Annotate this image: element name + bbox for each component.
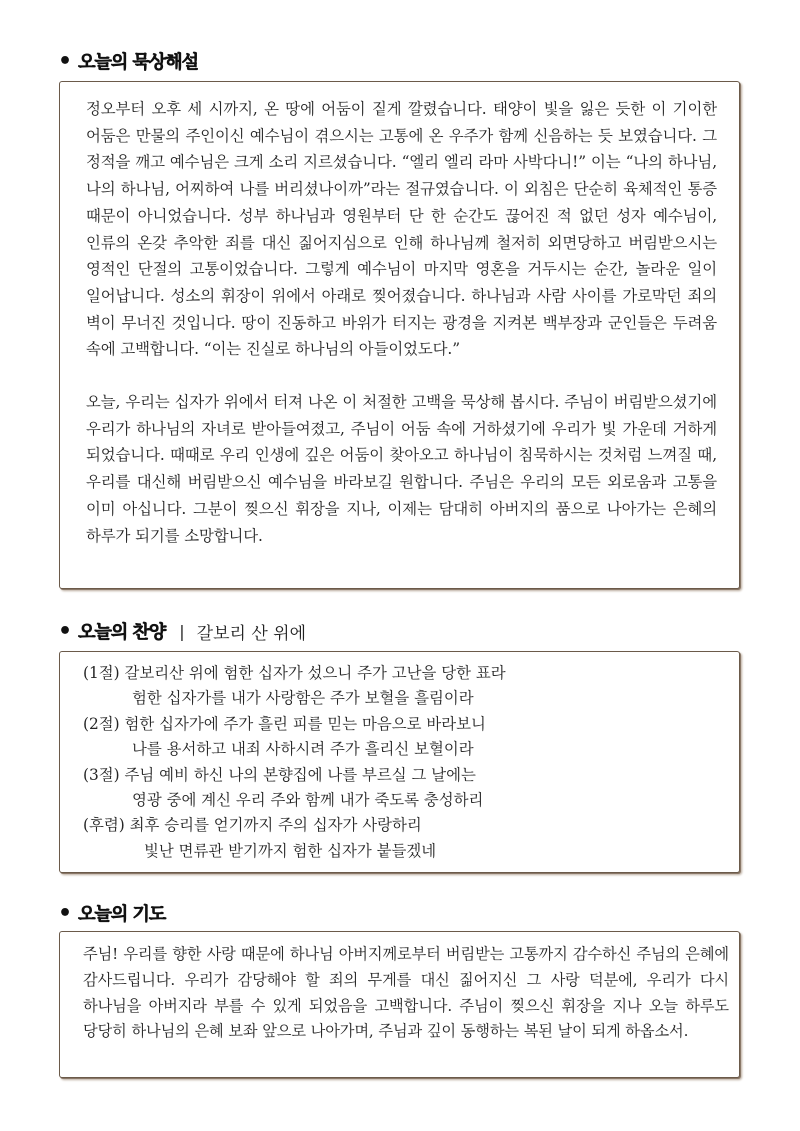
hymn-line: 빛난 면류관 받기까지 험한 십자가 붙들겠네 [144,841,437,860]
hymn-line: (3절) 주님 예비 하신 나의 본향집에 나를 부르실 그 날에는 [83,765,476,784]
meditation-heading: 오늘의 묵상해설 [78,52,199,73]
hymn-line: 나를 용서하고 내죄 사하시려 주가 흘리신 보혈이라 [132,740,474,759]
prayer-section-header [58,900,165,926]
prayer-heading: 오늘의 기도 [78,904,166,925]
hymn-line: (1절) 갈보리산 위에 험한 십자가 섰으니 주가 고난을 당한 표라 [83,664,506,682]
prayer-box [59,931,740,1078]
meditation-paragraph-2: 오늘, 우리는 십자가 위에서 터져 나온 이 처절한 고백을 묵상해 봅시다. 주님이 버림받으셨기에 우리가 하나님의 자녀로 받아들여졌고, 주님이 어둠 속에 거하셨기에 우리가 빛 가운데 거하게 되었습니다. 때때로 우리 인생에 깊은 어둠이 찾아오고 하나님이 침묵하시는 것처럼 느껴질 때, 우리를 대신해 버림받으신 예수님을 바라보길 원합니다. 주님은 우리의 모든 외로움과 고통을 이미 아십니다. 그분이 찢으신 휘장을 지나, 이제는 담대히 아버지의 품으로 나아가는 은혜의 하루가 되기를 소망합니다. [86,393,717,545]
hymn-section-header [58,618,306,644]
hymn-lyrics-box [59,651,740,873]
hymn-heading: 오늘의 찬양 [78,622,166,643]
hymn-line: (후렴) 최후 승리를 얻기까지 주의 십자가 사랑하리 [83,816,422,835]
hymn-line: 험한 십자가를 내가 사랑함은 주가 보혈을 흘림이라 [132,689,474,708]
meditation-section-header [58,48,198,74]
meditation-paragraph-1: 정오부터 오후 세 시까지, 온 땅에 어둠이 짙게 깔렸습니다. 태양이 빛을 잃은 듯한 이 기이한 어둠은 만물의 주인이신 예수님이 겪으시는 고통에 온 우주가 함께 신음하는 듯 보였습니다. 그 정적을 깨고 예수님은 크게 소리 지르셨습니다. “엘리 엘리 라마 사박다니!” 이는 “나의 하나님, 나의 하나님, 어찌하여 나를 버리셨나이까”라는 절규였습니다. 이 외침은 단순히 육체적인 통증 때문이 아니었습니다. 성부 하나님과 영원부터 단 한 순간도 끊어진 적 없던 성자 예수님이, 인류의 온갖 추악한 죄를 대신 짊어지심으로 인해 하나님께 철저히 외면당하고 버림받으시는 영적인 단절의 고통이었습니다. 그렇게 예수님이 마지막 영혼을 거두시는 순간, 놀라운 일이 일어납니다. 성소의 휘장이 위에서 아래로 찢어졌습니다. 하나님과 사람 사이를 가로막던 죄의 벽이 무너진 것입니다. 땅이 진동하고 바위가 터지는 광경을 지켜본 백부장과 군인들은 두려움 속에 고백합니다. “이는 진실로 하나님의 아들이었도다.” [86,100,717,359]
bullet-icon: • [58,900,73,926]
hymn-separator: | [179,621,185,641]
hymn-line: 영광 중에 계신 우리 주와 함께 내가 죽도록 충성하리 [132,791,484,810]
hymn-line: (2절) 험한 십자가에 주가 흘린 피를 믿는 마음으로 바라보니 [83,714,486,733]
bullet-icon: • [58,48,73,74]
meditation-box [59,81,740,589]
hymn-lyrics [83,661,729,864]
prayer-text: 주님! 우리를 향한 사랑 때문에 하나님 아버지께로부터 버림받는 고통까지 감수하신 주님의 은혜에 감사드립니다. 우리가 감당해야 할 죄의 무게를 대신 짊어지신 그 사랑 덕분에, 우리가 다시 하나님을 아버지라 부를 수 있게 되었음을 고백합니다. 주님이 찢으신 휘장을 지나 오늘 하루도 당당히 하나님의 은혜 보좌 앞으로 나아가며, 주님과 깊이 동행하는 복된 날이 되게 하옵소서. [83,945,729,1041]
bullet-icon: • [58,618,73,644]
hymn-title: 갈보리 산 위에 [196,623,307,644]
